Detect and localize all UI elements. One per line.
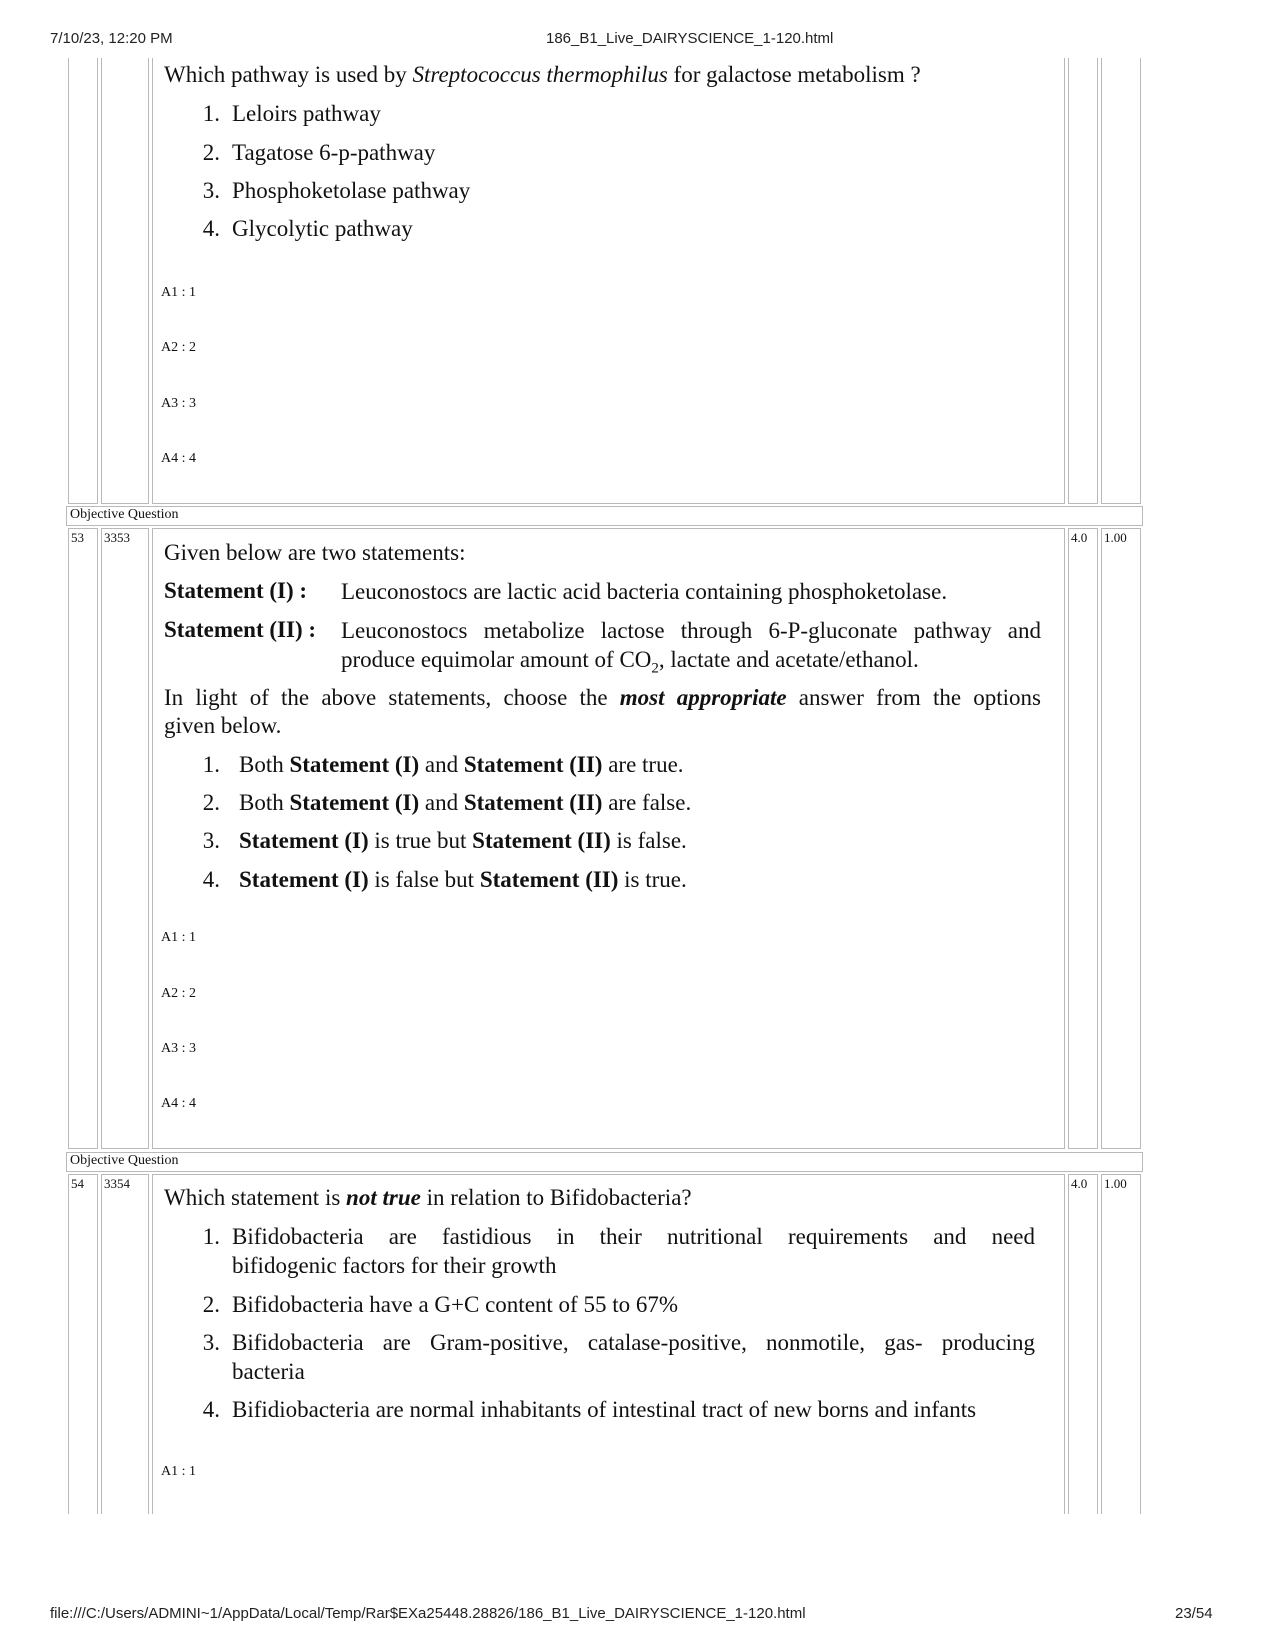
print-file-path: file:///C:/Users/ADMINI~1/AppData/Local/Temp/Rar$EXa25448.28826/186_B1_Live_DAIRYSCIENCE_1-120.html	[50, 1605, 806, 1622]
q53-statement-1-label: Statement (I) :	[164, 578, 308, 603]
q53-answer-4: A4 : 4	[161, 1096, 196, 1111]
print-title: 186_B1_Live_DAIRYSCIENCE_1-120.html	[546, 30, 834, 47]
q53-answer-3: A3 : 3	[161, 1041, 196, 1056]
q53-instruction-line-2: given below.	[164, 713, 282, 738]
q54-marks-cell	[1068, 1174, 1098, 1514]
print-page-number: 23/54	[1175, 1605, 1213, 1622]
q52-sno-cell	[68, 58, 98, 504]
q52-option-3: 3. Phosphoketolase pathway	[202, 178, 471, 203]
q53-marks-cell	[1068, 528, 1098, 1149]
section-label-q53: Objective Question	[70, 507, 179, 522]
q52-answer-4: A4 : 4	[161, 451, 196, 466]
q53-answer-2: A2 : 2	[161, 986, 196, 1001]
section-row-q53	[66, 506, 1143, 526]
q53-marks: 4.0	[1071, 530, 1088, 545]
q52-qid-cell	[101, 58, 149, 504]
q54-answer-1: A1 : 1	[161, 1464, 196, 1479]
q53-answer-1: A1 : 1	[161, 930, 196, 945]
q52-answer-2: A2 : 2	[161, 340, 196, 355]
q54-serial-number: 54	[71, 1176, 84, 1191]
q52-answer-3: A3 : 3	[161, 396, 196, 411]
q53-sno-cell	[68, 528, 98, 1149]
q54-option-3: 3. Bifidobacteria are Gram-positive, catalase-positive, nonmotile, gas- producing bacteria	[202, 1330, 1035, 1384]
q54-negative-marks: 1.00	[1104, 1176, 1127, 1191]
q53-negative-cell	[1101, 528, 1141, 1149]
section-row-q54	[66, 1152, 1143, 1172]
q52-marks-cell	[1068, 58, 1098, 504]
q53-statement-2-line-1: Leuconostocs metabolize lactose through 6-P-gluconate pathway and	[341, 618, 1041, 643]
q54-qid-cell	[101, 1174, 149, 1514]
q53-negative-marks: 1.00	[1104, 530, 1127, 545]
q53-statement-2-label: Statement (II) :	[164, 617, 317, 642]
q52-option-4: 4. Glycolytic pathway	[202, 216, 413, 241]
q53-option-4: 4. Statement (I) is false but Statement (II) is true.	[202, 867, 687, 892]
q54-option-1: 1. Bifidobacteria are fastidious in their nutritional requirements and need bifidogenic factors for their growth	[202, 1224, 1035, 1278]
q53-question-id: 3353	[104, 530, 130, 545]
q53-option-2: 2. Both Statement (I) and Statement (II) are false.	[202, 790, 692, 815]
q52-option-1: 1. Leloirs pathway	[202, 101, 381, 126]
q54-option-4: 4. Bifidiobacteria are normal inhabitants of intestinal tract of new borns and infants	[202, 1397, 977, 1422]
q54-option-2: 2. Bifidobacteria have a G+C content of 55 to 67%	[202, 1292, 679, 1317]
q53-option-1: 1. Both Statement (I) and Statement (II) are true.	[202, 752, 684, 777]
q52-question: Which pathway is used by Streptococcus thermophilus for galactose metabolism ?	[164, 62, 921, 87]
q54-marks: 4.0	[1071, 1176, 1088, 1191]
q53-serial-number: 53	[71, 530, 84, 545]
section-label-q54: Objective Question	[70, 1153, 179, 1168]
q52-negative-cell	[1101, 58, 1141, 504]
q54-question: Which statement is not true in relation to Bifidobacteria?	[164, 1185, 692, 1210]
q54-negative-cell	[1101, 1174, 1141, 1514]
q53-statement-2-line-2: produce equimolar amount of $CO_2$, lactate and acetate/ethanol.	[341, 647, 919, 677]
q53-statement-1-text: Leuconostocs are lactic acid bacteria containing phosphoketolase.	[341, 579, 948, 604]
q53-option-3: 3. Statement (I) is true but Statement (II) is false.	[202, 828, 687, 853]
q53-qid-cell	[101, 528, 149, 1149]
q53-instruction-line-1: In light of the above statements, choose the most appropriate answer from the options	[164, 685, 1041, 710]
q52-answer-1: A1 : 1	[161, 285, 196, 300]
q52-option-2: 2. Tagatose 6-p-pathway	[202, 140, 436, 165]
q54-question-id: 3354	[104, 1176, 130, 1191]
print-datetime: 7/10/23, 12:20 PM	[50, 30, 173, 47]
q53-intro: Given below are two statements:	[164, 540, 466, 565]
q54-sno-cell	[68, 1174, 98, 1514]
